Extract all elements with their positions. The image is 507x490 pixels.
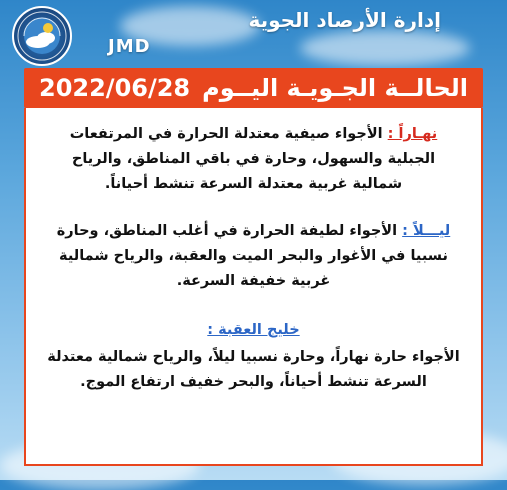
forecast-night	[46, 219, 461, 294]
title-text: الحالــة الجـويـة اليــوم	[202, 74, 468, 102]
forecast-day	[46, 122, 461, 197]
header	[0, 0, 507, 66]
title-date: 2022/06/28	[39, 74, 191, 102]
aqaba-label: خليج العقبة :	[207, 322, 300, 338]
night-text: الأجواء لطيفة الحرارة في أغلب المناطق، وحارة نسبيا في الأغوار والبحر الميت والعقبة، والرياح شمالية غربية خفيفة السرعة.	[56, 223, 448, 289]
forecast-card	[24, 108, 483, 466]
day-text: الأجواء صيفية معتدلة الحرارة في المرتفعات الجبلية والسهول، وحارة في باقي المناطق، والرياح شمالية غربية معتدلة السرعة تنشط أحياناً.	[69, 126, 436, 192]
page-title	[24, 68, 483, 108]
jmd-logo-icon	[12, 6, 72, 66]
aqaba-text: الأجواء حارة نهاراً، وحارة نسبيا ليلاً، والرياح شمالية معتدلة السرعة تنشط أحياناً، والبحر خفيف ارتفاع الموج.	[47, 349, 460, 390]
forecast-aqaba	[46, 318, 461, 395]
night-label: ليـــلاً :	[402, 223, 451, 239]
org-abbr: JMD	[108, 36, 151, 57]
day-label: نهـاراً :	[387, 126, 438, 142]
org-name: إدارة الأرصاد الجوية	[248, 8, 441, 32]
